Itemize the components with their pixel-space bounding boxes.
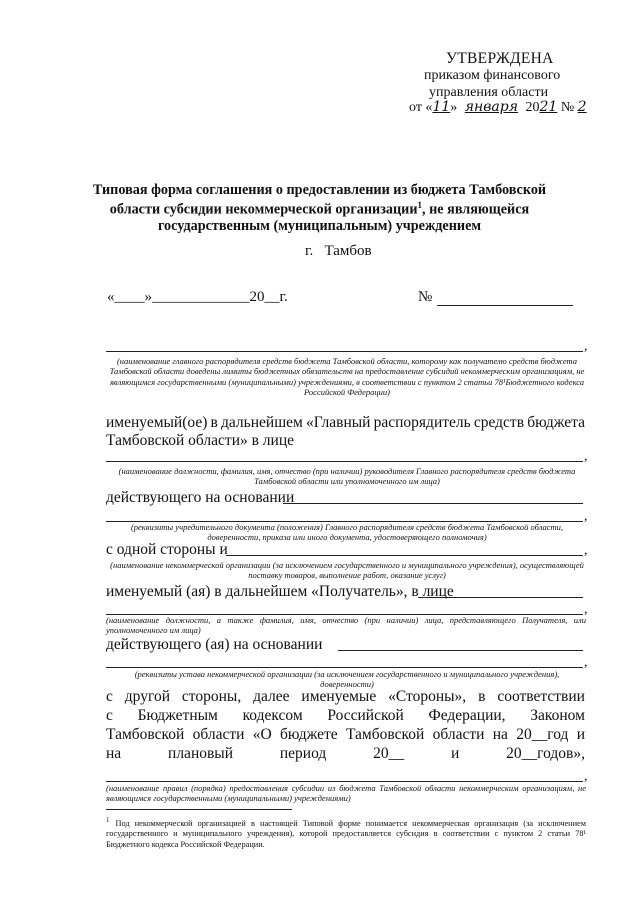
para-word: 20__ xyxy=(373,745,405,762)
para-word: Бюджетным xyxy=(137,707,218,724)
comma: , xyxy=(584,509,588,524)
comma: , xyxy=(584,655,588,670)
recipient-basis-field-2[interactable] xyxy=(106,667,583,668)
approval-line-2: управления области xyxy=(429,85,549,100)
comma: , xyxy=(584,769,588,784)
approval-year-prefix: 20 xyxy=(525,100,540,115)
para-word: другой xyxy=(124,688,170,705)
paragraph-line-4 xyxy=(106,745,585,764)
comma: , xyxy=(584,339,588,354)
comma: , xyxy=(584,543,588,558)
para-word: кодексом xyxy=(242,707,303,724)
para-word: «О xyxy=(252,726,272,743)
recipient-basis-field[interactable] xyxy=(338,650,583,651)
para-word: на xyxy=(106,745,122,762)
para-word: далее xyxy=(253,688,290,705)
para-word: с xyxy=(106,688,113,705)
para-word: области xyxy=(192,726,245,743)
paragraph-line-3 xyxy=(106,726,585,745)
para-word: и xyxy=(450,745,460,762)
named1-word: «Главный xyxy=(305,414,371,431)
comma: , xyxy=(584,449,588,464)
heading-line-2a: области субсидии некоммерческой организации xyxy=(109,201,418,218)
para-word: Российской xyxy=(327,707,404,724)
para-word: Тамбовской xyxy=(106,726,185,743)
para-word: соответствии xyxy=(497,688,585,705)
para-word: в xyxy=(478,688,486,705)
recipient-name-field[interactable] xyxy=(226,555,583,556)
para-word: плановый xyxy=(168,745,234,762)
named1-word: в xyxy=(210,414,218,431)
agreement-number-label: № xyxy=(418,289,433,305)
para-word: «Стороны», xyxy=(388,688,467,705)
approval-title: УТВЕРЖДЕНА xyxy=(446,50,554,67)
one-side-label: с одной стороны и xyxy=(106,541,228,558)
approval-day: 11 xyxy=(432,99,451,115)
hint-grbs-basis: (реквизиты учредительного документа (положения) Главного распорядителя средств бюджета Тамбовской области, доверенности, приказа или иного документа, удостоверяющего полномочия) xyxy=(130,522,564,543)
hint-recipient-name: (наименование некоммерческой организации (за исключением государственного и муниципального учреждения), осуществляющей поставку товаров, выполнение работ, оказание услуг) xyxy=(110,560,584,581)
para-word: области xyxy=(432,726,485,743)
approval-year: 21 xyxy=(539,99,558,115)
approval-date xyxy=(409,99,587,116)
named1-word: средств xyxy=(473,414,525,431)
comma: , xyxy=(584,602,588,617)
hint-grbs-head: (наименование должности, фамилия, имя, отчество (при наличии) руководителя Главного распорядителя средств бюджета Тамбовской области или уполномоченного им лица) xyxy=(118,466,576,487)
para-word: Федерации, xyxy=(428,707,506,724)
named1-word: дальнейшем xyxy=(221,414,303,431)
footnote xyxy=(106,815,586,851)
named1-word: распорядитель xyxy=(373,414,471,431)
named1-word: бюджета xyxy=(527,414,585,431)
approval-date-prefix: от « xyxy=(409,100,433,115)
para-word: именуемые xyxy=(301,688,377,705)
approval-line-1: приказом финансового xyxy=(424,68,561,83)
para-word: с xyxy=(106,707,113,724)
paragraph-line-2 xyxy=(106,707,585,726)
footnote-mark: 1 xyxy=(106,816,110,824)
grbs-name-field[interactable] xyxy=(106,351,583,352)
hint-rules-name: (наименование правил (порядка) предоставления субсидии из бюджета Тамбовской области некоммерческим организациям, не являющимся государственными (муниципальными) учреждениями) xyxy=(106,783,586,804)
approval-number: 2 xyxy=(577,99,587,115)
named-grbs-line-2: Тамбовской области» в лице xyxy=(106,432,295,449)
heading-footnote-mark: 1 xyxy=(417,200,423,210)
para-word: бюджете xyxy=(280,726,338,743)
para-word: и xyxy=(576,726,585,743)
approval-month: января xyxy=(464,99,518,115)
acting-basis-label: действующего на основании xyxy=(106,489,295,506)
recipient-basis-label: действующего (ая) на основании xyxy=(106,636,323,653)
heading-line-2b: , не являющейся xyxy=(422,201,530,218)
acting-basis-field[interactable] xyxy=(283,503,583,504)
paragraph-line-1 xyxy=(106,688,585,707)
named-grbs-line-1 xyxy=(106,414,585,433)
hint-recipient-head: (наименование должности, а также фамилия, имя, отчество (при наличии) лица, представляющего Получателя, или уполномоченного им лица) xyxy=(106,615,586,636)
para-word: период xyxy=(279,745,327,762)
heading-line-3: государственным (муниципальным) учреждением xyxy=(157,218,482,234)
hint-recipient-basis: (реквизиты устава некоммерческой организации (за исключением государственного и муниципального учреждения), доверенности) xyxy=(134,669,560,690)
para-word: 20__год xyxy=(516,726,569,743)
named-recipient-label: именуемый (ая) в дальнейшем «Получатель», в лице xyxy=(106,583,454,600)
approval-date-mid: » xyxy=(450,100,458,115)
para-word: на xyxy=(492,726,508,743)
grbs-head-field[interactable] xyxy=(106,461,583,462)
heading-line-2 xyxy=(0,200,639,219)
footnote-separator xyxy=(106,809,292,810)
para-word: Тамбовской xyxy=(345,726,425,743)
city: г. Тамбов xyxy=(305,243,372,259)
recipient-head-field[interactable] xyxy=(418,597,583,598)
hint-grbs-name: (наименование главного распорядителя средств бюджета Тамбовской области, которому как получателю средств бюджета Тамбовской области доведены лимиты бюджетных обязательств на предоставление субсидий некоммерческим организациям, не являющимся государственными (муниципальными) учреждениями, в соответствии с пунктом 2 статьи 78¹Бюджетного кодекса Российской Федерации) xyxy=(109,356,585,398)
footnote-text: Под некоммерческой организацией в настоящей Типовой форме понимается некоммерческая организация (за исключением государственного и муниципального учреждения), которой предоставляется субсидия в соответствии с пунктом 2 статьи 78¹ Бюджетного кодекса Российской Федерации. xyxy=(106,818,586,849)
agreement-number-field[interactable] xyxy=(437,305,573,306)
para-word: стороны, xyxy=(181,688,242,705)
para-word: 20__годов», xyxy=(506,745,585,762)
agreement-date-field[interactable]: «____»_____________20__г. xyxy=(107,289,288,305)
heading-line-1: Типовая форма соглашения о предоставлении из бюджета Тамбовской xyxy=(92,182,547,198)
approval-number-label: № xyxy=(560,100,575,115)
para-word: Законом xyxy=(530,707,585,724)
rules-name-field[interactable] xyxy=(106,781,583,782)
named1-word: именуемый(ое) xyxy=(106,414,208,431)
